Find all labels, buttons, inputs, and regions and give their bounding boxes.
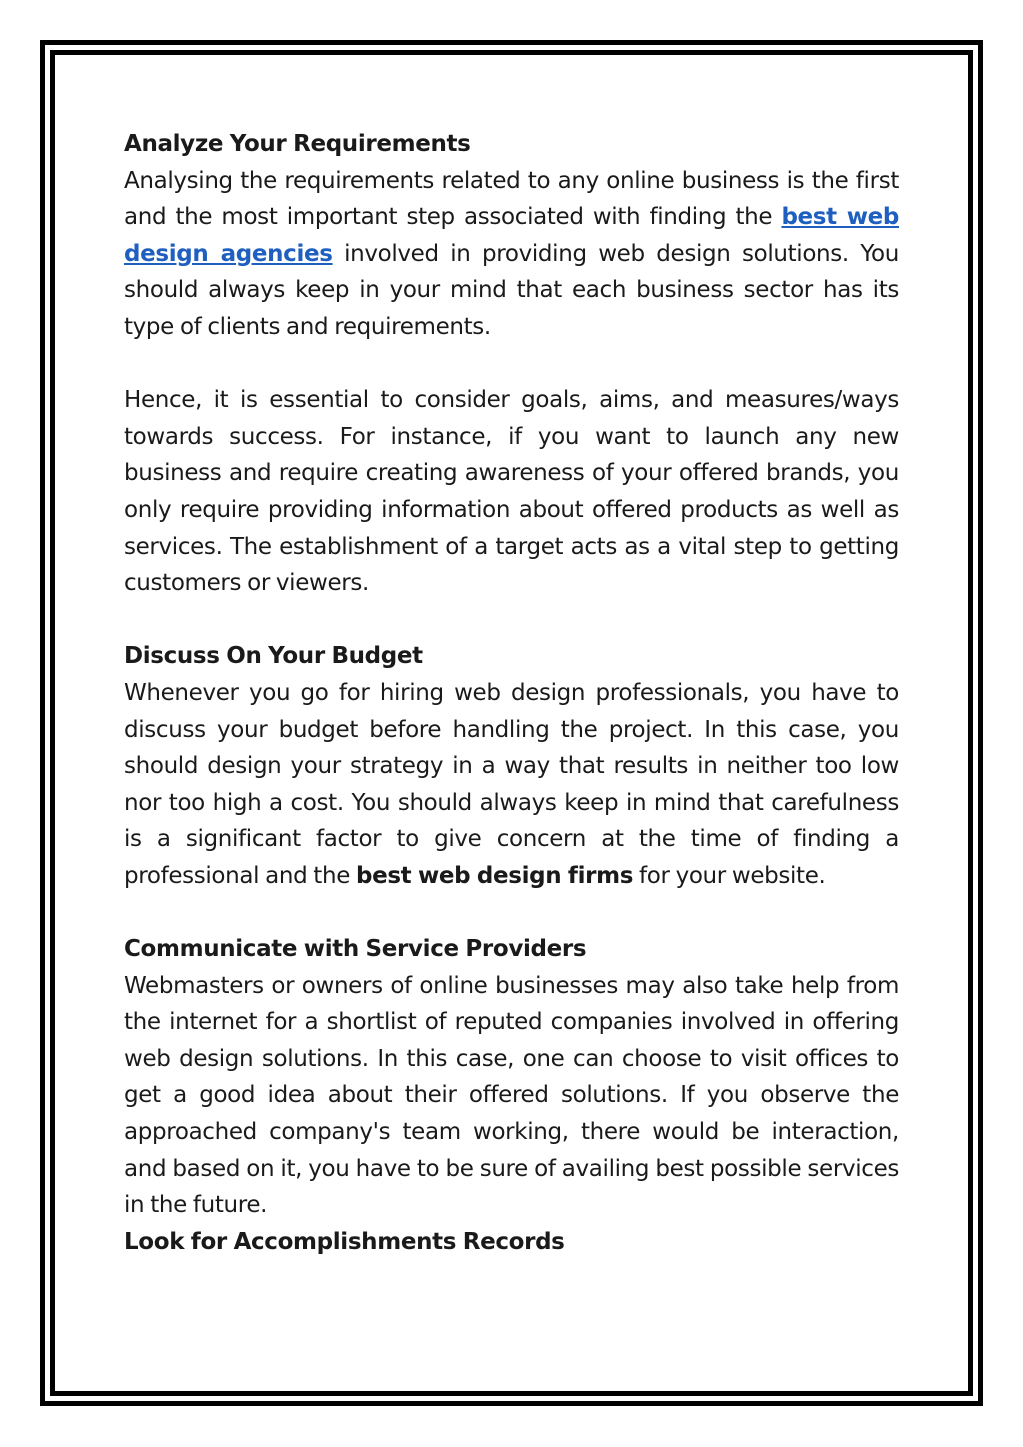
- paragraph-spacer: [124, 346, 899, 383]
- heading-budget: Discuss On Your Budget: [124, 643, 423, 670]
- paragraph-spacer: [124, 894, 899, 931]
- paragraph-budget-text-after: for your website.: [633, 862, 826, 889]
- best-web-design-agencies-link[interactable]: best web design agencies: [124, 204, 899, 267]
- paragraph-budget-text-before: Whenever you go for hiring web design professionals, you have to discuss your budget before handling the project. In this case, you should design your strategy in a way that results in neither too low nor too high a cost. You should always keep in mind that carefulness is a significant factor to give concern at the time of finding a professional and the: [124, 679, 899, 889]
- paragraph-analyze-1-text-after: involved in providing web design solutions. You should always keep in your mind that each business sector has its type of clients and requirements.: [124, 240, 899, 340]
- paragraph-spacer: [124, 602, 899, 639]
- best-web-design-firms-text: best web design firms: [355, 862, 634, 889]
- paragraph-budget: [124, 675, 899, 895]
- heading-communicate: Communicate with Service Providers: [124, 936, 587, 963]
- paragraph-communicate: Webmasters or owners of online businesses may also take help from the internet for a shortlist of reputed companies involved in offering web design solutions. In this case, one can choose to visit offices to get a good idea about their offered solutions. If you observe the approached company's team working, there would be interaction, and based on it, you have to be sure of availing best possible services in the future.: [124, 972, 899, 1219]
- paragraph-analyze-1-text-before: Analysing the requirements related to any online business is the first and the most important step associated with finding the: [124, 167, 899, 231]
- paragraph-analyze-2: Hence, it is essential to consider goals, aims, and measures/ways towards success. For instance, if you want to launch any new business and require creating awareness of your offered brands, you only require providing information about offered products as well as services. The establishment of a target acts as a vital step to getting customers or viewers.: [124, 387, 899, 597]
- paragraph-analyze-1: [124, 163, 899, 346]
- heading-accomplishments: Look for Accomplishments Records: [124, 1228, 565, 1255]
- document-body: [124, 126, 899, 1260]
- heading-analyze: Analyze Your Requirements: [124, 131, 471, 157]
